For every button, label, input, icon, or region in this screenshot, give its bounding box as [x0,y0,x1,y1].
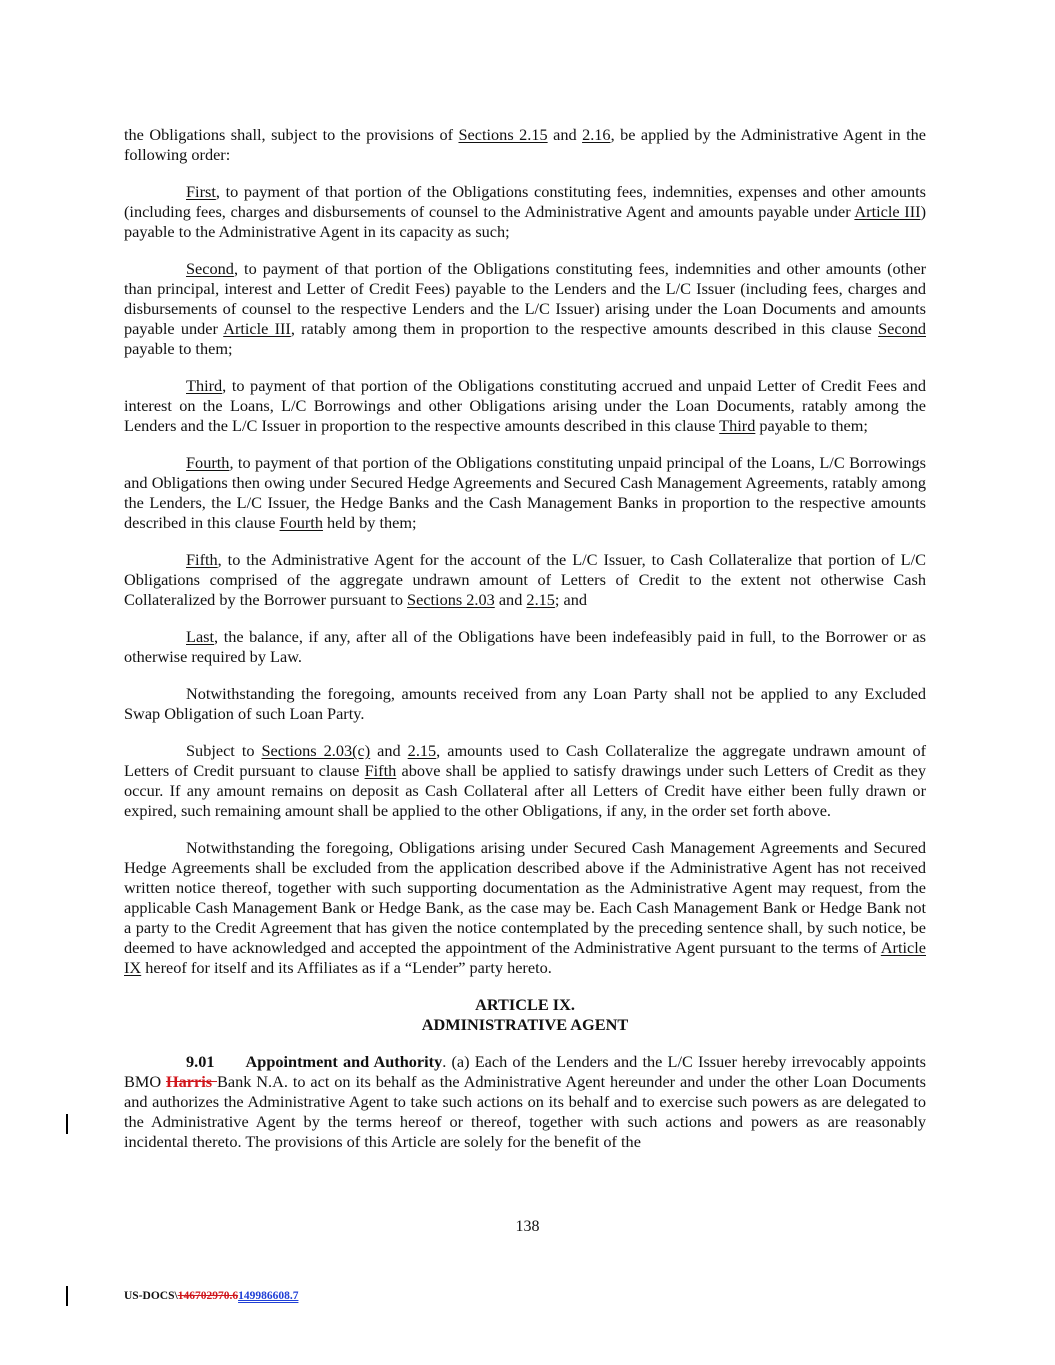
link-sections-2-03: Sections 2.03 [407,590,495,609]
paragraph-fifth: Fifth, to the Administrative Agent for the account of the L/C Issuer, to Cash Collateralize that portion of L/C Obligations comprised of the aggregate undrawn amount of Letters of Credit to the extent not otherwise Cash Collateralized by the Borrower pursuant to Sections 2.03 and 2.15; and [124,550,926,609]
paragraph-first: First, to payment of that portion of the Obligations constituting fees, indemnities, expenses and other amounts (including fees, charges and disbursements of counsel to the Administrative Agent and amounts payable under Article III) payable to the Administrative Agent in its capacity as such; [124,182,926,241]
article-number: ARTICLE IX. [475,995,575,1014]
inserted-doc-id: 149986608.7 [238,1290,299,1302]
change-bar [66,1114,68,1134]
link-article-iii: Article III [223,319,291,338]
link-article-ix: Article IX [124,938,926,977]
section-title: Appointment and Authority [245,1052,443,1071]
deleted-doc-id: 146702970.6 [177,1290,239,1302]
page-number: 138 [515,1218,540,1235]
link-sections-2-15: Sections 2.15 [458,125,548,144]
article-title: ADMINISTRATIVE AGENT [421,1015,629,1034]
link-2-15: 2.15 [526,590,555,609]
paragraph-second: Second, to payment of that portion of the Obligations constituting fees, indemnities and other amounts (other than principal, interest and Letter of Credit Fees) payable to the Lenders and the L/C Issuer (including fees, charges and disbursements of counsel to the respective Lenders and the L/C Issuer) arising under the Loan Documents and amounts payable under Article III, ratably among them in proportion to the respective amounts described in this clause Second payable to them; [124,259,926,358]
paragraph-cash-collateral: Subject to Sections 2.03(c) and 2.15, amounts used to Cash Collateralize the aggregate undrawn amount of Letters of Credit pursuant to clause Fifth above shall be applied to satisfy drawings under such Letters of Credit as they occur. If any amount remains on deposit as Cash Collateral after all Letters of Credit have either been fully drawn or expired, such remaining amount shall be applied to the other Obligations, if any, in the order set forth above. [124,741,927,820]
deleted-text: Harris [166,1072,218,1091]
paragraph-9-01: 9.01 Appointment and Authority. (a) Each of the Lenders and the L/C Issuer hereby irrevocably appoints BMO Harris Bank N.A. to act on its behalf as the Administrative Agent hereunder and under the other Loan Documents and authorizes the Administrative Agent to take such actions on its behalf and to exercise such powers as are delegated to the Administrative Agent by the terms hereof or thereof, together with such actions and powers as are reasonably incidental thereto. The provisions of this Article are solely for the benefit of the [124,1052,927,1151]
link-2-15: 2.15 [407,741,437,760]
link-sections-2-03c: Sections 2.03(c) [261,741,371,760]
change-bar [66,1286,68,1306]
article-heading [124,995,926,1035]
paragraph-last: Last, the balance, if any, after all of the Obligations have been indefeasibly paid in full, to the Borrower or as otherwise required by Law. [124,627,926,666]
document-body [124,125,926,1169]
link-article-iii: Article III [854,202,921,221]
paragraph-secured-agreements: Notwithstanding the foregoing, Obligations arising under Secured Cash Management Agreements and Secured Hedge Agreements shall be excluded from the application described above if the Administrative Agent has not received written notice thereof, together with such supporting documentation as the Administrative Agent may request, from the applicable Cash Management Bank or Hedge Bank, as the case may be. Each Cash Management Bank or Hedge Bank not a party to the Credit Agreement that has given the notice contemplated by the preceding sentence shall, by such notice, be deemed to have acknowledged and accepted the appointment of the Administrative Agent pursuant to the terms of Article IX hereof for itself and its Affiliates as if a “Lender” party hereto. [124,838,926,977]
paragraph-excluded-swap: Notwithstanding the foregoing, amounts received from any Loan Party shall not be applied to any Excluded Swap Obligation of such Loan Party. [124,684,926,723]
link-2-16: 2.16 [582,125,611,144]
paragraph-third: Third, to payment of that portion of the Obligations constituting accrued and unpaid Letter of Credit Fees and interest on the Loans, L/C Borrowings and other Obligations arising under the Loan Documents, ratably among the Lenders and the L/C Issuer in proportion to the respective amounts described in this clause Third payable to them; [124,376,926,435]
section-number: 9.01 [186,1052,215,1071]
document-id-footer: US-DOCS\146702970.6149986608.7 [124,1290,299,1302]
paragraph-fourth: Fourth, to payment of that portion of the Obligations constituting unpaid principal of the Loans, L/C Borrowings and Obligations then owing under Secured Hedge Agreements and Secured Cash Management Agreements, ratably among the Lenders, the L/C Issuer, the Hedge Banks and the Cash Management Banks in proportion to the respective amounts described in this clause Fourth held by them; [124,453,926,532]
paragraph-intro: the Obligations shall, subject to the provisions of Sections 2.15 and 2.16, be applied by the Administrative Agent in the following order: [124,125,927,164]
